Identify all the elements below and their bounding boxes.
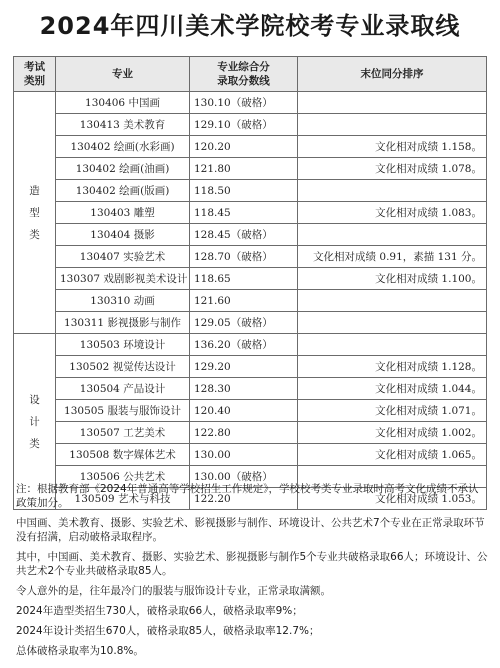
major-cell: 130504 产品设计 [56,378,190,400]
note-paragraph: 其中，中国画、美术教育、摄影、实验艺术、影视摄影与制作5个专业共破格录取66人；环境设计、公共艺术2个专业共破格录取85人。 [16,551,488,577]
score-cell: 129.20 [190,356,298,378]
note-cell: 文化相对成绩 1.158。 [298,136,487,158]
score-cell: 120.20 [190,136,298,158]
admission-table [13,56,487,510]
note-paragraph: 总体破格录取率为10.8%。 [16,645,144,657]
note-paragraph: 注：根据教育部《2024年普通高等学校招生工作规定》，学校校考类专业录取时高考文化成绩不承认政策加分。 [16,483,479,509]
table-row [14,268,487,290]
score-cell: 122.80 [190,422,298,444]
score-cell: 121.80 [190,158,298,180]
major-cell: 130413 美术教育 [56,114,190,136]
header-category-line2: 类别 [24,75,45,87]
note-paragraph: 2024年设计类招生670人，破格录取85人，破格录取率12.7%； [16,625,320,637]
note-cell: 文化相对成绩 1.065。 [298,444,487,466]
score-cell: 118.50 [190,180,298,202]
score-cell: 121.60 [190,290,298,312]
note-cell: 文化相对成绩 1.078。 [298,158,487,180]
major-cell: 130508 数字媒体艺术 [56,444,190,466]
table-row [14,312,487,334]
major-cell: 130509 艺术与科技 [56,488,190,510]
notes-section [16,482,488,664]
note-cell: 文化相对成绩 1.083。 [298,202,487,224]
score-cell: 128.70（破格） [190,246,298,268]
table-row [14,92,487,114]
note-cell: 文化相对成绩 1.128。 [298,356,487,378]
header-score-line1: 专业综合分 [217,61,270,73]
category-label-char: 类 [29,228,40,241]
note-cell: 文化相对成绩 1.100。 [298,268,487,290]
major-cell: 130311 影视摄影与制作 [56,312,190,334]
table-row [14,246,487,268]
note-cell: 文化相对成绩 1.053。 [298,488,487,510]
category-label-char: 型 [29,206,40,219]
table-row [14,422,487,444]
major-cell: 130307 戏剧影视美术设计 [56,268,190,290]
table-row [14,136,487,158]
score-cell: 129.10（破格） [190,114,298,136]
major-cell: 130507 工艺美术 [56,422,190,444]
table-row [14,114,487,136]
table-row [14,378,487,400]
note-cell: 文化相对成绩 0.91，素描 131 分。 [298,246,487,268]
table-row [14,334,487,356]
table-row [14,224,487,246]
note-cell: 文化相对成绩 1.002。 [298,422,487,444]
score-cell: 130.00 [190,444,298,466]
note-cell [298,312,487,334]
score-cell: 120.40 [190,400,298,422]
score-cell: 130.00（破格） [190,466,298,488]
note-paragraph: 令人意外的是，往年最冷门的服装与服饰设计专业，正常录取满额。 [16,585,331,597]
score-cell: 130.10（破格） [190,92,298,114]
major-cell: 130503 环境设计 [56,334,190,356]
header-note: 末位同分排序 [298,57,487,92]
table-row [14,356,487,378]
table-row [14,290,487,312]
table-header-row [14,57,487,92]
major-cell: 130406 中国画 [56,92,190,114]
major-cell: 130310 动画 [56,290,190,312]
category-label-char: 造 [29,184,40,197]
major-cell: 130402 绘画(油画) [56,158,190,180]
note-cell: 文化相对成绩 1.044。 [298,378,487,400]
score-cell: 136.20（破格） [190,334,298,356]
major-cell: 130502 视觉传达设计 [56,356,190,378]
note-cell [298,224,487,246]
category-label-char: 设 [29,393,40,406]
header-category [14,57,56,92]
score-cell: 122.20 [190,488,298,510]
major-cell: 130505 服装与服饰设计 [56,400,190,422]
major-cell: 130402 绘画(版画) [56,180,190,202]
note-paragraph: 2024年造型类招生730人，破格录取66人，破格录取率9%； [16,605,303,617]
table-row [14,180,487,202]
table-body [14,92,487,510]
header-major: 专业 [56,57,190,92]
note-cell [298,334,487,356]
score-cell: 118.45 [190,202,298,224]
note-cell: 文化相对成绩 1.071。 [298,400,487,422]
major-cell: 130402 绘画(水彩画) [56,136,190,158]
note-cell [298,114,487,136]
major-cell: 130404 摄影 [56,224,190,246]
category-cell [14,92,56,334]
major-cell: 130403 雕塑 [56,202,190,224]
note-cell [298,92,487,114]
category-label-char: 类 [29,437,40,450]
major-cell: 130407 实验艺术 [56,246,190,268]
note-cell [298,180,487,202]
score-cell: 118.65 [190,268,298,290]
table-row [14,158,487,180]
score-cell: 128.45（破格） [190,224,298,246]
header-score-line2: 录取分数线 [217,75,270,87]
category-label-char: 计 [29,415,40,428]
major-cell: 130506 公共艺术 [56,466,190,488]
page-title: 2024年四川美术学院校考专业录取线 [39,12,461,40]
note-cell [298,290,487,312]
score-cell: 129.05（破格） [190,312,298,334]
table-row [14,444,487,466]
table-row [14,400,487,422]
header-category-line1: 考试 [24,61,45,73]
note-paragraph: 中国画、美术教育、摄影、实验艺术、影视摄影与制作、环境设计、公共艺术7个专业在正常录取环节没有招满，启动破格录取程序。 [16,517,485,543]
score-cell: 128.30 [190,378,298,400]
table-row [14,202,487,224]
header-score [190,57,298,92]
